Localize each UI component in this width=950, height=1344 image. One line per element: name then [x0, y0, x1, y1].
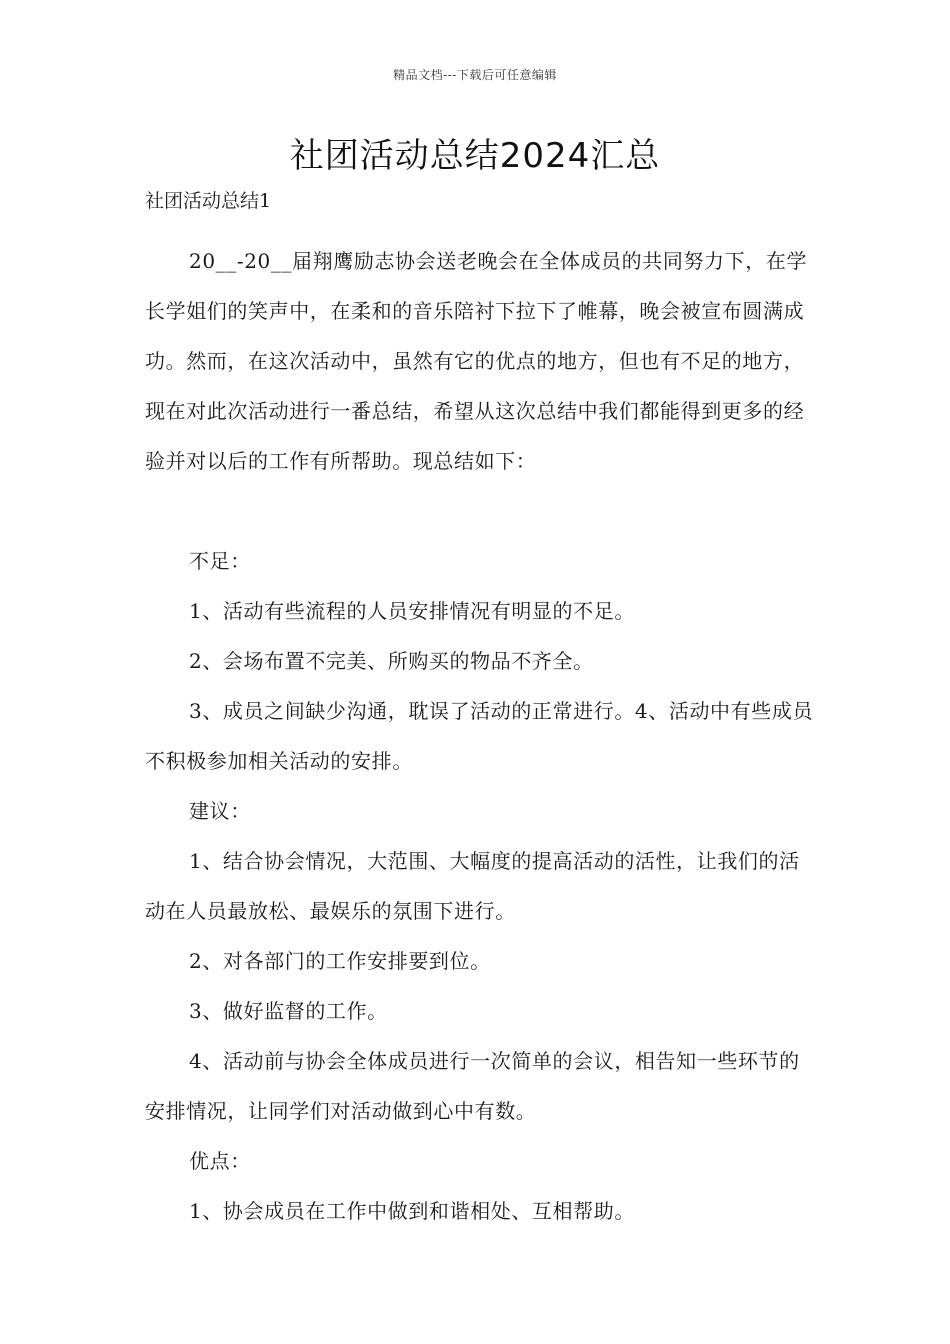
document-title: 社团活动总结2024汇总: [289, 136, 661, 176]
intro-paragraph: 20__-20__届翔鹰励志协会送老晚会在全体成员的共同努力下，在学长学姐们的笑声中，在柔和的音乐陪衬下拉下了帷幕，晚会被宣布圆满成功。然而，在这次活动中，虽然有它的优点的地方，但也有不足的地方，现在对此次活动进行一番总结，希望从这次总结中我们都能得到更多的经验并对以后的工作有所帮助。现总结如下：: [145, 249, 808, 473]
shortcoming-item: 3、成员之间缺少沟通，耽误了活动的正常进行。4、活动中有些成员不积极参加相关活动的安排。: [145, 699, 814, 773]
suggestion-item: 1、结合协会情况，大范围、大幅度的提高活动的活性，让我们的活动在人员最放松、最娱乐的氛围下进行。: [145, 849, 800, 923]
header-note: 精品文档---下载后可任意编辑: [393, 68, 557, 82]
section-heading: 社团活动总结1: [145, 190, 272, 212]
shortcoming-item: 1、活动有些流程的人员安排情况有明显的不足。: [189, 599, 635, 623]
suggestion-item: 3、做好监督的工作。: [189, 999, 388, 1023]
document-body: [145, 186, 815, 1236]
shortcoming-item: 2、会场布置不完美、所购买的物品不齐全。: [189, 649, 594, 673]
suggestion-item: 2、对各部门的工作安排要到位。: [189, 949, 491, 973]
suggestion-item: 4、活动前与协会全体成员进行一次简单的会议，相告知一些环节的安排情况，让同学们对活动做到心中有数。: [145, 1049, 800, 1123]
shortcomings-heading: 不足：: [189, 549, 251, 573]
paragraph-gap: [145, 486, 815, 536]
strengths-heading: 优点：: [189, 1149, 251, 1173]
strength-item: 1、协会成员在工作中做到和谐相处、互相帮助。: [189, 1199, 635, 1223]
suggestions-heading: 建议：: [189, 799, 251, 823]
